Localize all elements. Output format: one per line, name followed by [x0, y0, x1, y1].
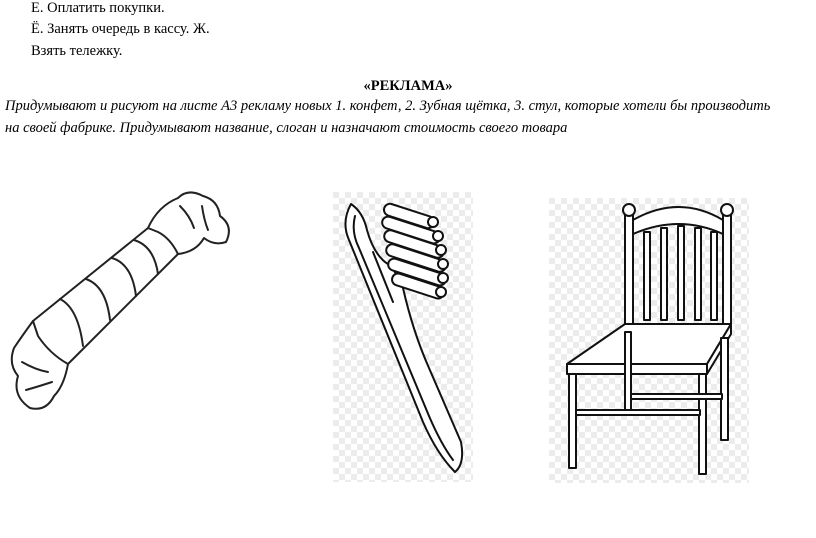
- toothbrush-picture: [333, 192, 473, 482]
- task-paragraph-line-1: Придумывают и рисуют на листе А3 рекламу новых 1. конфет, 2. Зубная щётка, 3. стул, которые хотели бы производить: [5, 98, 771, 114]
- instruction-line-yo: Ё. Занять очередь в кассу. Ж.: [31, 21, 210, 37]
- chair-picture: [549, 198, 749, 483]
- candy-picture: [8, 186, 244, 416]
- instruction-line-e: Е. Оплатить покупки.: [31, 0, 165, 16]
- task-paragraph-line-2: на своей фабрике. Придумывают название, слоган и назначают стоимость своего товара: [5, 120, 568, 136]
- section-heading: «РЕКЛАМА»: [363, 78, 453, 94]
- instruction-line-cart: Взять тележку.: [31, 43, 123, 59]
